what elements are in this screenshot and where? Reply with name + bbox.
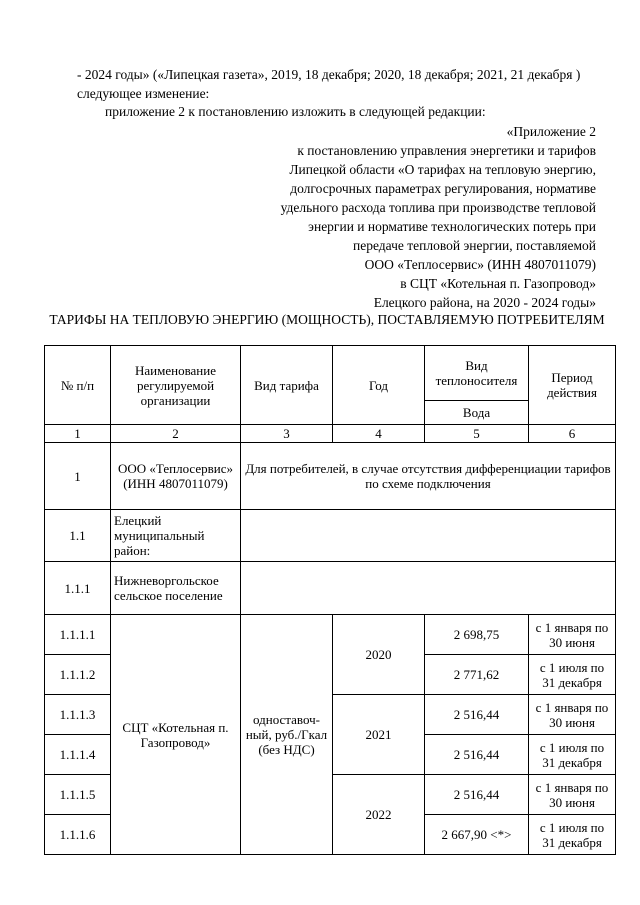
table-row (45, 443, 616, 510)
empty-cell (241, 510, 616, 562)
appendix-line: передаче тепловой энергии, поставляемой (353, 238, 596, 253)
consumers-note: Для потребителей, в случае отсутствия дифференциации тарифов по схеме подключения (241, 443, 616, 510)
appendix-line: Елецкого района, на 2020 - 2024 годы» (373, 295, 596, 310)
column-number: 3 (241, 425, 333, 443)
empty-cell (241, 562, 616, 615)
org-name: ООО «Теплосервис» (ИНН 4807011079) (111, 443, 241, 510)
year-cell: 2021 (333, 695, 425, 775)
period-cell: с 1 января по 30 июня (529, 695, 616, 735)
row-num: 1.1 (45, 510, 111, 562)
row-num: 1.1.1.2 (45, 655, 111, 695)
tariff-type: одноставоч-ный, руб./Гкал (без НДС) (241, 615, 333, 855)
row-num: 1.1.1.4 (45, 735, 111, 775)
tariff-value: 2 698,75 (425, 615, 529, 655)
year-cell: 2020 (333, 615, 425, 695)
header-period: Период действия (529, 346, 616, 425)
column-number: 2 (111, 425, 241, 443)
row-num: 1.1.1 (45, 562, 111, 615)
appendix-line: удельного расхода топлива при производстве тепловой (280, 200, 596, 215)
appendix-header (200, 122, 596, 312)
year-cell: 2022 (333, 775, 425, 855)
appendix-line: энергии и нормативе технологических потерь при (308, 219, 596, 234)
tariff-value: 2 516,44 (425, 735, 529, 775)
header-carrier-water: Вода (425, 401, 529, 425)
row-num: 1 (45, 443, 111, 510)
appendix-line: ООО «Теплосервис» (ИНН 4807011079) (364, 257, 596, 272)
appendix-line: Липецкой области «О тарифах на тепловую энергию, (289, 162, 596, 177)
header-tariff-type: Вид тарифа (241, 346, 333, 425)
tariff-value: 2 516,44 (425, 775, 529, 815)
intro-text (77, 66, 597, 122)
period-cell: с 1 июля по 31 декабря (529, 735, 616, 775)
appendix-line: «Приложение 2 (506, 124, 596, 139)
period-cell: с 1 января по 30 июня (529, 615, 616, 655)
intro-line-2: приложение 2 к постановлению изложить в следующей редакции: (105, 104, 486, 119)
heat-supply-system: СЦТ «Котельная п. Газопровод» (111, 615, 241, 855)
appendix-line: к постановлению управления энергетики и тарифов (297, 143, 596, 158)
tariff-table (44, 345, 616, 855)
period-cell: с 1 июля по 31 декабря (529, 815, 616, 855)
settlement-name: Нижневоргольское сельское поселение (111, 562, 241, 615)
tariff-value: 2 516,44 (425, 695, 529, 735)
appendix-line: в СЦТ «Котельная п. Газопровод» (400, 276, 596, 291)
header-carrier: Вид теплоносителя (425, 346, 529, 401)
district-name: Елецкий муниципальный район: (111, 510, 241, 562)
column-number: 1 (45, 425, 111, 443)
column-number: 6 (529, 425, 616, 443)
tariff-value: 2 667,90 <*> (425, 815, 529, 855)
appendix-line: долгосрочных параметрах регулирования, нормативе (290, 181, 596, 196)
row-num: 1.1.1.3 (45, 695, 111, 735)
table-row (45, 510, 616, 562)
tariff-value: 2 771,62 (425, 655, 529, 695)
header-num: № п/п (45, 346, 111, 425)
table-row (45, 615, 616, 655)
table-row (45, 562, 616, 615)
column-number: 4 (333, 425, 425, 443)
column-number: 5 (425, 425, 529, 443)
row-num: 1.1.1.6 (45, 815, 111, 855)
period-cell: с 1 января по 30 июня (529, 775, 616, 815)
header-year: Год (333, 346, 425, 425)
table-title: ТАРИФЫ НА ТЕПЛОВУЮ ЭНЕРГИЮ (МОЩНОСТЬ), ПОСТАВЛЯЕМУЮ ПОТРЕБИТЕЛЯМ (49, 312, 605, 327)
row-num: 1.1.1.1 (45, 615, 111, 655)
intro-line-1: - 2024 годы» («Липецкая газета», 2019, 18 декабря; 2020, 18 декабря; 2021, 21 декабря ) следующее изменение: (77, 67, 581, 101)
row-num: 1.1.1.5 (45, 775, 111, 815)
column-numbers-row (45, 425, 616, 443)
header-org: Наименование регулируемой организации (111, 346, 241, 425)
period-cell: с 1 июля по 31 декабря (529, 655, 616, 695)
